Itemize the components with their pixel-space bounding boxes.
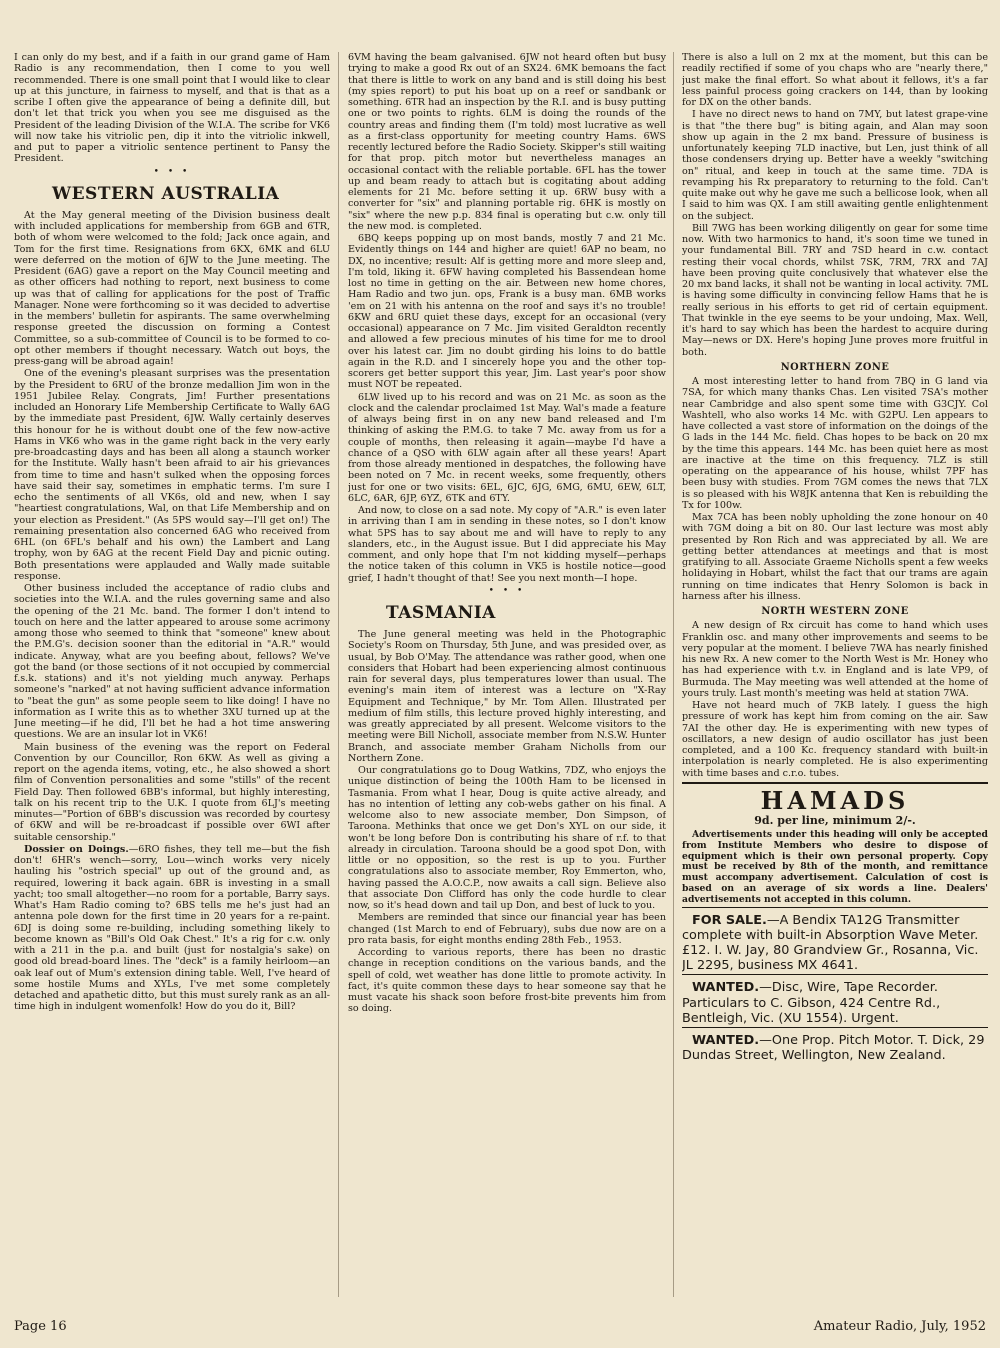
column-divider xyxy=(673,52,674,1297)
ad-text: —A Bendix TA12G Transmitter complete with built-in Absorption Wave Meter. £12. I. W. Jay, 80 Grandview Gr., Rosanna, Vic. JL 2295, business MX 4641. xyxy=(682,912,979,974)
run-in-heading: Dossier on Doings. xyxy=(24,843,129,855)
paragraph: Other business included the acceptance of radio clubs and societies into the W.I.A. and the rules governing same and also the opening of the 21 Mc. band. The former I don't intend to touch on here and the latter appeared to arouse some acrimony among those who seemed to think that "someone" knew about the P.M.G's. decision sooner than the editorial in "A.R." would indicate. Anyway, what are you beefing about, fellows? We've got the band (or those sections of it not occupied by commercial f.s.k. stations) and it's not yielding much anyway. Perhaps someone's "narked" at not having sufficient advance information to "beat the gun" as some people seem to like doing! I have no information as I write this as to whether 3XU turned up at the June meeting—if he did, I'll bet he had a hot time answering questions. We are an insular lot in VK6! xyxy=(14,583,330,741)
heading-tasmania: TASMANIA xyxy=(386,603,496,623)
paragraph-text: —6RO fishes, they tell me—but the fish don't! 6HR's wench—sorry, Lou—winch works very nicely hauling his "ostrich special" up out of the ground and, as required, lowering it back again. 6BR is investing in a small yacht; too small altogether—no room for a portable, Barry says. What's Ham Radio coming to? 6BS tells me he's just had an antenna pole down for the first time in 20 years for a re-paint. 6DJ is doing some re-building, including something likely to become known as "Bill's Old Oak Chest." It's a rig for c.w. only with a 211 in the p.a. and built (just for nostalgia's sake) on good old bread-board lines. The "deck" is a family heirloom—an oak leaf out of Mum's extension dining table. Well, I've heard of some hostile Mums and XYLs, I've met some completely detached and apathetic ditto, but this must surely rank as an all-time high in indulgent womenfolk! How do you do it, Bill? xyxy=(14,843,330,1013)
paragraph: Max 7CA has been nobly upholding the zone honour on 40 with 7GM doing a bit on 80. Our last lecture was most ably presented by Ron Rich and was appreciated by all. We are getting better attendances at meetings and that is most gratifying to all. Associate Graeme Nicholls spent a few weeks holidaying in Hobart, whilst the fact that our trams are again running on time indicates that Henry Solomon is back in harness after his illness. xyxy=(682,512,988,602)
paragraph: At the May general meeting of the Division business dealt with included applications for membership from 6GB and 6TR, both of whom were welcomed to the fold; Jack once again, and Tom for the first time. Resignations from 6KX, 6MK and 6LU were deferred on the motion of 6JW to the June meeting. The President (6AG) gave a report on the May Council meeting and as other officers had nothing to report, next business to come up was that of calling for applications for the post of Traffic Manager. None were forthcoming so it was decided to advertise in the members' bulletin for aspirants. The same overwhelming response greeted the discussion on forming a Contest Committee, so a sub-committee of Council is to be formed to co-opt other members if thought necessary. Watch out boys, the press-gang will be abroad again! xyxy=(14,209,330,367)
classified-ad xyxy=(682,907,988,974)
ad-lead: WANTED. xyxy=(692,1033,760,1048)
heading-western-australia: WESTERN AUSTRALIA xyxy=(52,183,280,204)
column-divider xyxy=(338,52,339,1297)
paragraph xyxy=(14,844,330,1013)
classified-ad xyxy=(682,1027,988,1063)
paragraph: Have not heard much of 7KB lately. I guess the high pressure of work has kept him from coming on the air. Saw 7AI the other day. He is experimenting with new types of oscillators, a new design of audio oscillator has just been completed, and a 100 Kc. frequency standard with built-in interpolation is nearly completed. He is also experimenting with time bases and c.r.o. tubes. xyxy=(682,700,988,779)
paragraph: The June general meeting was held in the Photographic Society's Room on Thursday, 5th June, and was presided over, as usual, by Bob O'May. The attendance was rather good, when one considers that Hobart had been experiencing almost continuous rain for several days, plus temperatures lower than usual. The evening's main item of interest was a lecture on "X-Ray Equipment and Technique," by Mr. Tom Allen. Illustrated per medium of film stills, this lecture proved highly interesting, and was greatly appreciated by all present. Welcome visitors to the meeting were Bill Nicholl, associate member from N.S.W. Hunter Branch, and associate member Graham Nicholls from our Northern Zone. xyxy=(348,629,666,764)
ad-text: —One Prop. Pitch Motor. T. Dick, 29 Dundas Street, Wellington, New Zealand. xyxy=(682,1033,985,1064)
paragraph: Bill 7WG has been working diligently on gear for some time now. With two harmonics to hand, it's soon time we tuned in your fundamental Bill. 7RY and 7SD heard in c.w. contact resting their vocal chords, whilst 7SK, 7RM, 7RX and 7AJ have been proving quite conclusively that whatever else the 20 mx band lacks, it shall not be wanting in local activity. 7ML is having some difficulty in convincing fellow Hams that he is really serious in his efforts to get rid of certain equipment. That twinkle in the eye seems to be your undoing, Max. Well, it's hard to say which has been the hardest to acquire during May—news or DX. Here's hoping June proves more fruitful in both. xyxy=(682,222,988,358)
column-1 xyxy=(14,52,330,1297)
paragraph: I have no direct news to hand on 7MY, but latest grape-vine is that "the there bug" is biting again, and Alan may soon show up again in the 2 mx band. Pressure of business is unfortunately keeping 7LD inactive, but Len, just think of all those condensers drying up. Better have a weekly "switching on" ritual, and keep in touch at the same time. 7DA is revamping his Rx preparatory to returning to the fold. Can't quite make out why he gave me such a bellicose look, when all I said to him was QX. I am still awaiting gentle enlightenment on the subject. xyxy=(682,109,988,222)
page-number: Page 16 xyxy=(14,1319,67,1334)
intro-paragraph: I can only do my best, and if a faith in our grand game of Ham Radio is any recommendation, then I come to you well recommended. There is one small point that I would like to clear up at this juncture, in fairness to myself, and that is that as a scribe I often give the appearance of being a definite dill, but don't let that trick you when you see me disguised as the President of the leading Division of the W.I.A. The scribe for VK6 will now take his vitriolic pen, dip it into the vitriolic inkwell, and put to paper a vitriolic sentence pertinent to Pansy the President. xyxy=(14,52,330,165)
heading-northern-zone: NORTHERN ZONE xyxy=(780,361,890,373)
paragraph: 6BQ keeps popping up on most bands, mostly 7 and 21 Mc. Evidently things on 144 and higher are quiet! 6AP no beam, no DX, no incentive; result: Alf is getting more and more sleep and, I'm told, liking it. 6FW having completed his Bassendean home lost no time in getting on the air. Between new home chores, Ham Radio and two jun. ops, Frank is a busy man. 6MB works 'em on 21 with his antenna on the roof and says it's no trouble! 6KW and 6RU quiet these days, except for an occasional (very occasional) appearance on 7 Mc. Jim visited Geraldton recently and allowed a few precious minutes of his time for me to drool over his latest car. Jim no doubt girding his loins to do battle again in the R.D. and I sincerely hope you and the other top-scorers get better support this year, Jim. Last year's poor show must NOT be repeated. xyxy=(348,233,666,391)
hamads-rate: 9d. per line, minimum 2/-. xyxy=(754,813,916,827)
ad-text: —Disc, Wire, Tape Recorder. Particulars to C. Gibson, 424 Centre Rd., Bentleigh, Vic. (XU 1554). Urgent. xyxy=(682,980,941,1026)
column-2 xyxy=(348,52,666,1297)
hamads-rule xyxy=(682,782,988,784)
paragraph: There is also a lull on 2 mx at the moment, but this can be readily rectified if some of you chaps who are "nearly there," just make the final effort. So what about it fellows, it's a far less painful process going crackers on 144, than by looking for DX on the other bands. xyxy=(682,52,988,108)
paragraph: A new design of Rx circuit has come to hand which uses Franklin osc. and many other improvements and seems to be very popular at the moment. I believe 7WA has nearly finished his new Rx. A new comer to the North West is Mr. Honey who has had experience with t.v. in England and is late VP9, of Burmuda. The May meeting was well attended at the home of yours truly. Last month's meeting was held at station 7WA. xyxy=(682,620,988,699)
hamads-note: Advertisements under this heading will only be accepted from Institute Members who desire to dispose of equipment which is their own personal property. Copy must be received by 8th of the month, and remittance must accompany advertisement. Calculation of cost is based on an average of six words a line. Dealers' advertisements not accepted in this column. xyxy=(682,829,988,905)
classified-ad xyxy=(682,974,988,1026)
section-separator: • • • xyxy=(153,166,191,177)
paragraph: 6VM having the beam galvanised. 6JW not heard often but busy trying to make a good Rx out of an SX24. 6MK bemoans the fact that there is little to work on any band and is still doing his best (my spies report) to put his boat up on a reef or sandbank or something. 6TR had an inspection by the R.I. and is busy putting one or two points to rights. 6LM is doing the rounds of the country areas and finding them (I'm told) most lucrative as well as a first-class opportunity for meeting country Hams. 6WS recently lectured before the Radio Society. Skipper's still waiting for that prop. pitch motor but nevertheless manages an occasional contact with the reliable portable. 6FL has the tower up and beam ready to attach but is cogitating about adding elements for 21 Mc. before setting it up. 6RW busy with a converter for "six" and planning portable rig. 6HK is mostly on "six" where the new p.p. 834 final is operating but c.w. only till the new mod. is completed. xyxy=(348,52,666,232)
paragraph: One of the evening's pleasant surprises was the presentation by the President to 6RU of the bronze medallion Jim won in the 1951 Jubilee Relay. Congrats, Jim! Further presentations included an Honorary Life Membership Certificate to Wally 6AG by the immediate past President, 6JW. Wally certainly deserves this honour for he is without doubt one of the few now-active Hams in VK6 who was in the game right back in the very early pre-broadcasting days and has been all along a staunch worker for the Institute. Wally hasn't been afraid to air his grievances from time to time and hasn't sulked when the opposing forces have said their say, sometimes in emphatic terms. I'm sure I echo the sentiments of all VK6s, old and new, when I say "heartiest congratulations, Wal, on that Life Membership and on your election as President." (As 5PS would say—I'll get on!) The remaining presentation also concerned 6AG who received from 6HL (on 6FL's behalf and his own) the Lambert and Lang trophy, won by 6AG at the recent Field Day and picnic outing. Both presentations were applauded and Wally made suitable response. xyxy=(14,368,330,582)
hamads-title: HAMADS xyxy=(760,785,910,815)
heading-north-western-zone: NORTH WESTERN ZONE xyxy=(761,606,909,617)
paragraph: Our congratulations go to Doug Watkins, 7DZ, who enjoys the unique distinction of being the 100th Ham to be licensed in Tasmania. From what I hear, Doug is quite active already, and has no intention of letting any cob-webs gather on his final. A welcome also to new associate member, Don Simpson, of Taroona. Methinks that once we get Don's XYL on our side, it won't be long before Don is contributing his share of r.f. to that already in circulation. Taroona should be a good spot Don, with little or no opposition, so the rest is up to you. Further congratulations also to associate member, Roy Emmerton, who, having passed the A.O.C.P., now awaits a call sign. Believe also that associate Don Clifford has only the code hurdle to clear now, so it's head down and tail up Don, and best of luck to you. xyxy=(348,765,666,911)
paragraph: Main business of the evening was the report on Federal Convention by our Councillor, Ron 6KW. As well as giving a report on the agenda items, voting, etc., he also showed a short film of Convention personalities and some "stills" of the recent Field Day. Then followed 6BB's informal, but highly interesting, talk on his recent trip to the U.K. I quote from 6LJ's meeting minutes—"Portion of 6BB's discussion was recorded by courtesy of 6KW and will be re-broadcast if possible over 6WI after suitable censorship." xyxy=(14,741,330,843)
ad-lead: FOR SALE. xyxy=(692,912,767,928)
paragraph: And now, to close on a sad note. My copy of "A.R." is even later in arriving than I am in sending in these notes, so I don't know what 5PS has to say about me and will have to reply to any slanders, etc., in the August issue. But I did appreciate his May comment, and only hope that I'm not kidding myself—perhaps the notice taken of this column in VK5 is hostile notice—good grief, I hadn't thought of that! See you next month—I hope. xyxy=(348,505,666,584)
paragraph: Members are reminded that since our financial year has been changed (1st March to end of February), subs due now are on a pro rata basis, for eight months ending 28th Feb., 1953. xyxy=(348,912,666,946)
paragraph: According to various reports, there has been no drastic change in reception conditions on the various bands, and the spell of cold, wet weather has done little to promote activity. In fact, it's quite common these days to hear someone say that he must vacate his shack soon before frost-bite prevents him from so doing. xyxy=(348,947,666,1015)
paragraph: A most interesting letter to hand from 7BQ in G land via 7SA, for which many thanks Chas. Len visited 7SA's mother near Cambridge and also spent some time with G3CJY. Col Washtell, who also works 14 Mc. with G2PU. Len appears to have collected a vast store of information on the doings of the G lads in the 144 Mc. field. Chas hopes to be back on 20 mx by the time this appears. 144 Mc. has been quiet here as most are inactive at the time on this frequency. 7LZ is still operating on the appearance of his house, whilst 7PF has been busy with studies. From 7GM comes the news that 7LX is so pleased with his W8JK antenna that Ken is rebuilding the Tx for 100w. xyxy=(682,376,988,511)
section-separator: • • • xyxy=(488,585,526,596)
column-3 xyxy=(682,52,988,1297)
paragraph: 6LW lived up to his record and was on 21 Mc. as soon as the clock and the calendar proclaimed 1st May. Wal's made a feature of always being first in on any new band released and I'm thinking of asking the P.M.G. to take 7 Mc. away from us for a couple of months, then releasing it again—maybe I'd have a chance of a QSO with 6LW again after all these years! Apart from those already mentioned in despatches, the following have been noted on 7 Mc. in recent weeks, some frequently, others just for one or two visits: 6EL, 6JC, 6JG, 6MG, 6MU, 6EW, 6LT, 6LC, 6AR, 6JP, 6YZ, 6TK and 6TY. xyxy=(348,391,666,504)
ad-lead: WANTED. xyxy=(692,980,760,996)
publication-line: Amateur Radio, July, 1952 xyxy=(813,1319,986,1334)
